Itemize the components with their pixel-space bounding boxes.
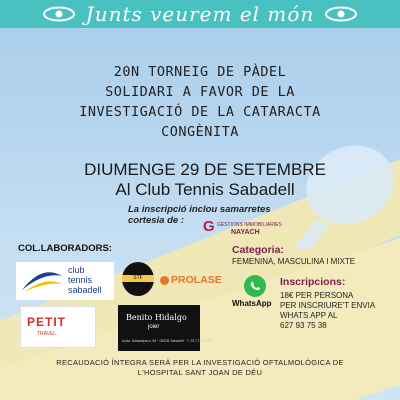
petit-name: PETIT xyxy=(27,315,67,329)
footer-note xyxy=(20,358,380,378)
prolase-name: PROLASE xyxy=(171,274,222,286)
headline-line: CONGÈNITA xyxy=(161,124,239,140)
whatsapp-icon xyxy=(244,275,266,297)
inscription-instructions: PER INSCRIURE'T ENVIA xyxy=(280,301,376,310)
note-line: cortesia de : xyxy=(128,215,184,226)
petit-travel-logo xyxy=(20,306,96,348)
benito-name: Benito Hidalgo xyxy=(126,313,187,322)
banner-title: Junts veurem el món xyxy=(85,2,315,26)
stf-label: STF xyxy=(122,275,154,282)
inscription-phone: 627 93 75 38 xyxy=(280,321,327,330)
club-name-line: club xyxy=(68,265,85,275)
eye-icon xyxy=(324,6,358,22)
headline-line: SOLIDARI A FAVOR DE LA xyxy=(105,84,295,100)
eye-icon xyxy=(42,6,76,22)
club-tennis-sabadell-logo xyxy=(16,262,114,300)
headline-line: 20N TORNEIG DE PÀDEL xyxy=(113,64,287,80)
footer-line: L'HOSPITAL SANT JOAN DE DÉU xyxy=(137,368,263,377)
benito-subtitle: joier xyxy=(148,324,160,330)
prolase-logo xyxy=(160,274,222,286)
footer-line: RECAUDACIÓ ÍNTEGRA SERÀ PER LA INVESTIGACIÓ OFTALMOLÒGICA DE xyxy=(56,358,344,367)
category-value: FEMENINA, MASCULINA I MIXTE xyxy=(232,257,356,266)
club-name-line: sabadell xyxy=(68,285,102,295)
note-line: La inscripció inclou samarretes xyxy=(128,204,271,215)
top-banner xyxy=(0,0,400,28)
nayach-subtitle: GESTIONS IMMOBILIARIES xyxy=(217,222,282,228)
nayach-name: NAYACH xyxy=(231,229,260,236)
inscription-whatsapp: WHATS APP AL xyxy=(280,311,338,320)
benito-hidalgo-logo xyxy=(118,305,211,351)
prolase-mark-icon xyxy=(160,276,169,285)
nayach-mark: G xyxy=(203,218,215,235)
headline xyxy=(40,62,360,142)
petit-subtitle: TRAVEL xyxy=(37,331,57,337)
stf-logo xyxy=(122,262,154,296)
category-title: Categoria: xyxy=(232,244,284,256)
inscription-price: 18€ PER PERSONA xyxy=(280,291,354,300)
benito-address: Avda. Matadepera, 64 · 08208 Sabadell · T. 93 717 63 13 xyxy=(122,339,211,343)
club-name-line: tennis xyxy=(68,275,93,285)
whatsapp-label: WhatsApp xyxy=(232,299,272,308)
inscription-title: Inscripcions: xyxy=(280,276,346,288)
club-emblem-icon xyxy=(20,268,64,294)
nayach-logo xyxy=(203,218,282,236)
event-date: DIUMENGE 29 DE SETEMBRE xyxy=(84,160,326,179)
collaborators-label: COL.LABORADORS: xyxy=(18,243,112,254)
headline-line: INVESTIGACIÓ DE LA CATARACTA xyxy=(79,104,321,120)
event-venue: Al Club Tennis Sabadell xyxy=(115,180,295,199)
